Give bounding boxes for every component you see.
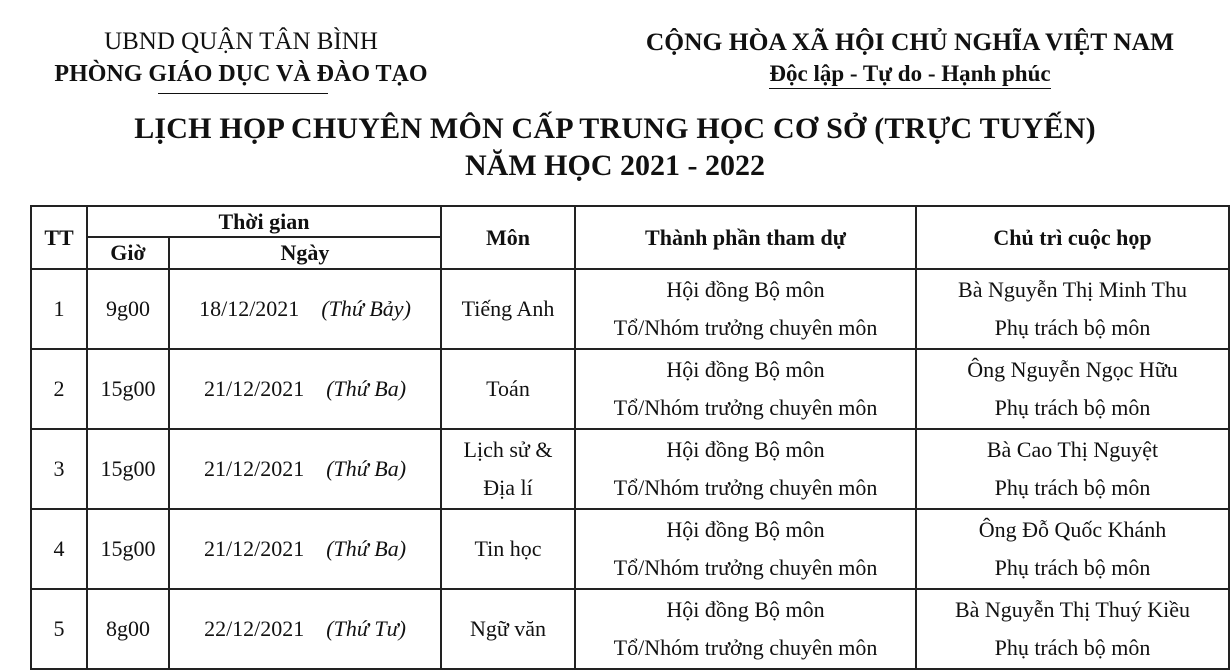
national-motto-text: Độc lập - Tự do - Hạnh phúc (769, 61, 1050, 89)
chair-cell (916, 429, 1229, 509)
meeting-weekday: (Thứ Bảy) (321, 296, 411, 321)
participants-cell (575, 269, 916, 349)
subject-name: Tin học (474, 536, 542, 561)
meeting-date-cell (169, 429, 441, 509)
header-hour: Giờ (87, 237, 169, 269)
chair-name: Bà Cao Thị Nguyệt (986, 437, 1159, 462)
meeting-hour: 15g00 (87, 349, 169, 429)
participants-line2: Tổ/Nhóm trưởng chuyên môn (613, 555, 878, 580)
meeting-date: 18/12/2021 (199, 296, 300, 321)
subject-cell (441, 349, 575, 429)
district-committee-name: UBND QUẬN TÂN BÌNH (104, 28, 378, 55)
chair-cell (916, 509, 1229, 589)
meeting-date-cell (169, 349, 441, 429)
header-participants: Thành phần tham dự (575, 206, 916, 269)
participants-line1: Hội đồng Bộ môn (666, 277, 825, 302)
table-row (31, 269, 1229, 349)
chair-role: Phụ trách bộ môn (994, 315, 1151, 340)
chair-role: Phụ trách bộ môn (994, 395, 1151, 420)
subject-cell (441, 509, 575, 589)
meeting-hour: 9g00 (87, 269, 169, 349)
meeting-date: 21/12/2021 (203, 456, 305, 481)
participants-line2: Tổ/Nhóm trưởng chuyên môn (613, 315, 878, 340)
row-number: 3 (31, 429, 87, 509)
subject-cell (441, 429, 575, 509)
meeting-date: 21/12/2021 (203, 536, 305, 561)
table-row (31, 589, 1229, 669)
department-underline (158, 93, 328, 94)
meeting-weekday: (Thứ Ba) (326, 376, 407, 401)
chair-role: Phụ trách bộ môn (994, 555, 1151, 580)
participants-cell (575, 509, 916, 589)
participants-line2: Tổ/Nhóm trưởng chuyên môn (613, 475, 878, 500)
department-name: PHÒNG GIÁO DỤC VÀ ĐÀO TẠO (54, 61, 428, 87)
meeting-weekday: (Thứ Tư) (326, 616, 406, 641)
chair-name: Ông Nguyễn Ngọc Hữu (967, 357, 1178, 382)
subject-name: Toán (486, 376, 530, 401)
meeting-date-cell (169, 509, 441, 589)
participants-line1: Hội đồng Bộ môn (666, 437, 825, 462)
meeting-date: 21/12/2021 (203, 376, 305, 401)
header-chair: Chủ trì cuộc họp (916, 206, 1229, 269)
row-number: 4 (31, 509, 87, 589)
subject-cell (441, 589, 575, 669)
subject-name: Tiếng Anh (461, 296, 555, 321)
table-row (31, 349, 1229, 429)
table-row (31, 429, 1229, 509)
subject-cell (441, 269, 575, 349)
meeting-date-cell (169, 589, 441, 669)
chair-cell (916, 269, 1229, 349)
chair-cell (916, 349, 1229, 429)
row-number: 2 (31, 349, 87, 429)
chair-name: Bà Nguyễn Thị Minh Thu (958, 277, 1187, 302)
chair-name: Bà Nguyễn Thị Thuý Kiều (954, 597, 1191, 622)
participants-cell (575, 429, 916, 509)
row-number: 5 (31, 589, 87, 669)
header-time-group: Thời gian (87, 206, 441, 237)
header-date: Ngày (169, 237, 441, 269)
participants-line1: Hội đồng Bộ môn (666, 357, 825, 382)
participants-cell (575, 589, 916, 669)
participants-line1: Hội đồng Bộ môn (666, 597, 825, 622)
meeting-date-cell (169, 269, 441, 349)
subject-name-line2: Địa lí (483, 475, 533, 500)
meeting-schedule-table (30, 205, 1230, 670)
participants-line2: Tổ/Nhóm trưởng chuyên môn (613, 395, 878, 420)
participants-line1: Hội đồng Bộ môn (666, 517, 825, 542)
participants-cell (575, 349, 916, 429)
table-header-row (31, 206, 1229, 237)
row-number: 1 (31, 269, 87, 349)
national-motto (600, 59, 1220, 89)
meeting-hour: 8g00 (87, 589, 169, 669)
country-name: CỘNG HÒA XÃ HỘI CHỦ NGHĨA VIỆT NAM (645, 27, 1175, 56)
chair-name: Ông Đỗ Quốc Khánh (978, 517, 1167, 542)
meeting-weekday: (Thứ Ba) (326, 456, 407, 481)
subject-name-line1: Lịch sử & (463, 437, 553, 462)
subject-name: Ngữ văn (469, 616, 547, 641)
meeting-hour: 15g00 (87, 429, 169, 509)
meeting-weekday: (Thứ Ba) (326, 536, 407, 561)
chair-role: Phụ trách bộ môn (994, 635, 1151, 660)
chair-role: Phụ trách bộ môn (994, 475, 1151, 500)
header-tt: TT (31, 206, 87, 269)
meeting-hour: 15g00 (87, 509, 169, 589)
chair-cell (916, 589, 1229, 669)
meeting-date: 22/12/2021 (204, 616, 305, 641)
table-row (31, 509, 1229, 589)
school-year: NĂM HỌC 2021 - 2022 (465, 149, 765, 182)
document-title: LỊCH HỌP CHUYÊN MÔN CẤP TRUNG HỌC CƠ SỞ (TRỰC TUYẾN) (134, 112, 1096, 145)
participants-line2: Tổ/Nhóm trưởng chuyên môn (613, 635, 878, 660)
header-subject: Môn (441, 206, 575, 269)
